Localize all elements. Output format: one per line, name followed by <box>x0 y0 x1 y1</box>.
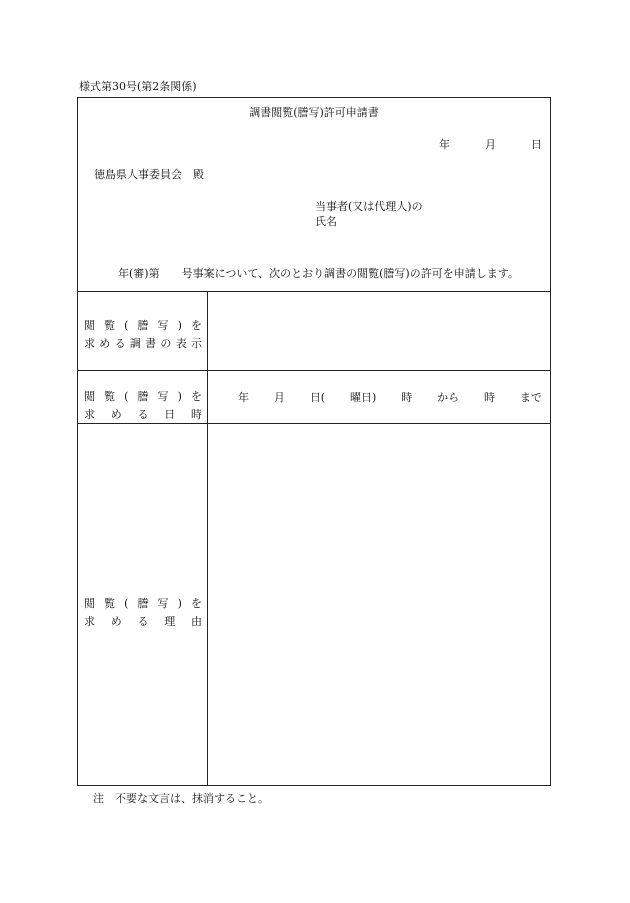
date-year-label: 年 <box>439 138 450 151</box>
party-label: 当事者(又は代理人)の <box>315 200 423 213</box>
application-form <box>77 97 551 786</box>
document-description-label: 閲 覧 ( 謄 写 ) を 求 め る 調 書 の 表 示 <box>84 319 202 350</box>
date-line <box>439 138 542 152</box>
requested-datetime-label: 閲 覧 ( 謄 写 ) を 求 め る 日 時 <box>84 390 202 421</box>
form-number: 様式第30号(第2条関係) <box>79 80 197 93</box>
requested-datetime-field[interactable]: 年 月 日( 曜日) 時 から 時 まで <box>238 391 542 404</box>
document-title: 調書閲覧(謄写)許可申請書 <box>249 106 379 119</box>
addressee: 徳島県人事委員会 殿 <box>94 168 204 181</box>
reason-label: 閲 覧 ( 謄 写 ) を 求 め る 理 由 <box>84 597 202 628</box>
reason-field[interactable] <box>208 424 550 785</box>
date-month-label: 月 <box>485 138 496 151</box>
footnote: 注 不要な文言は、抹消すること。 <box>93 792 269 805</box>
row-divider <box>78 370 550 371</box>
document-description-field[interactable] <box>208 292 550 370</box>
request-sentence: 年(審)第 号事案について、次のとおり調書の閲覧(謄写)の許可を申請します。 <box>118 267 519 280</box>
date-day-label: 日 <box>531 138 542 151</box>
name-label: 氏名 <box>315 215 337 228</box>
